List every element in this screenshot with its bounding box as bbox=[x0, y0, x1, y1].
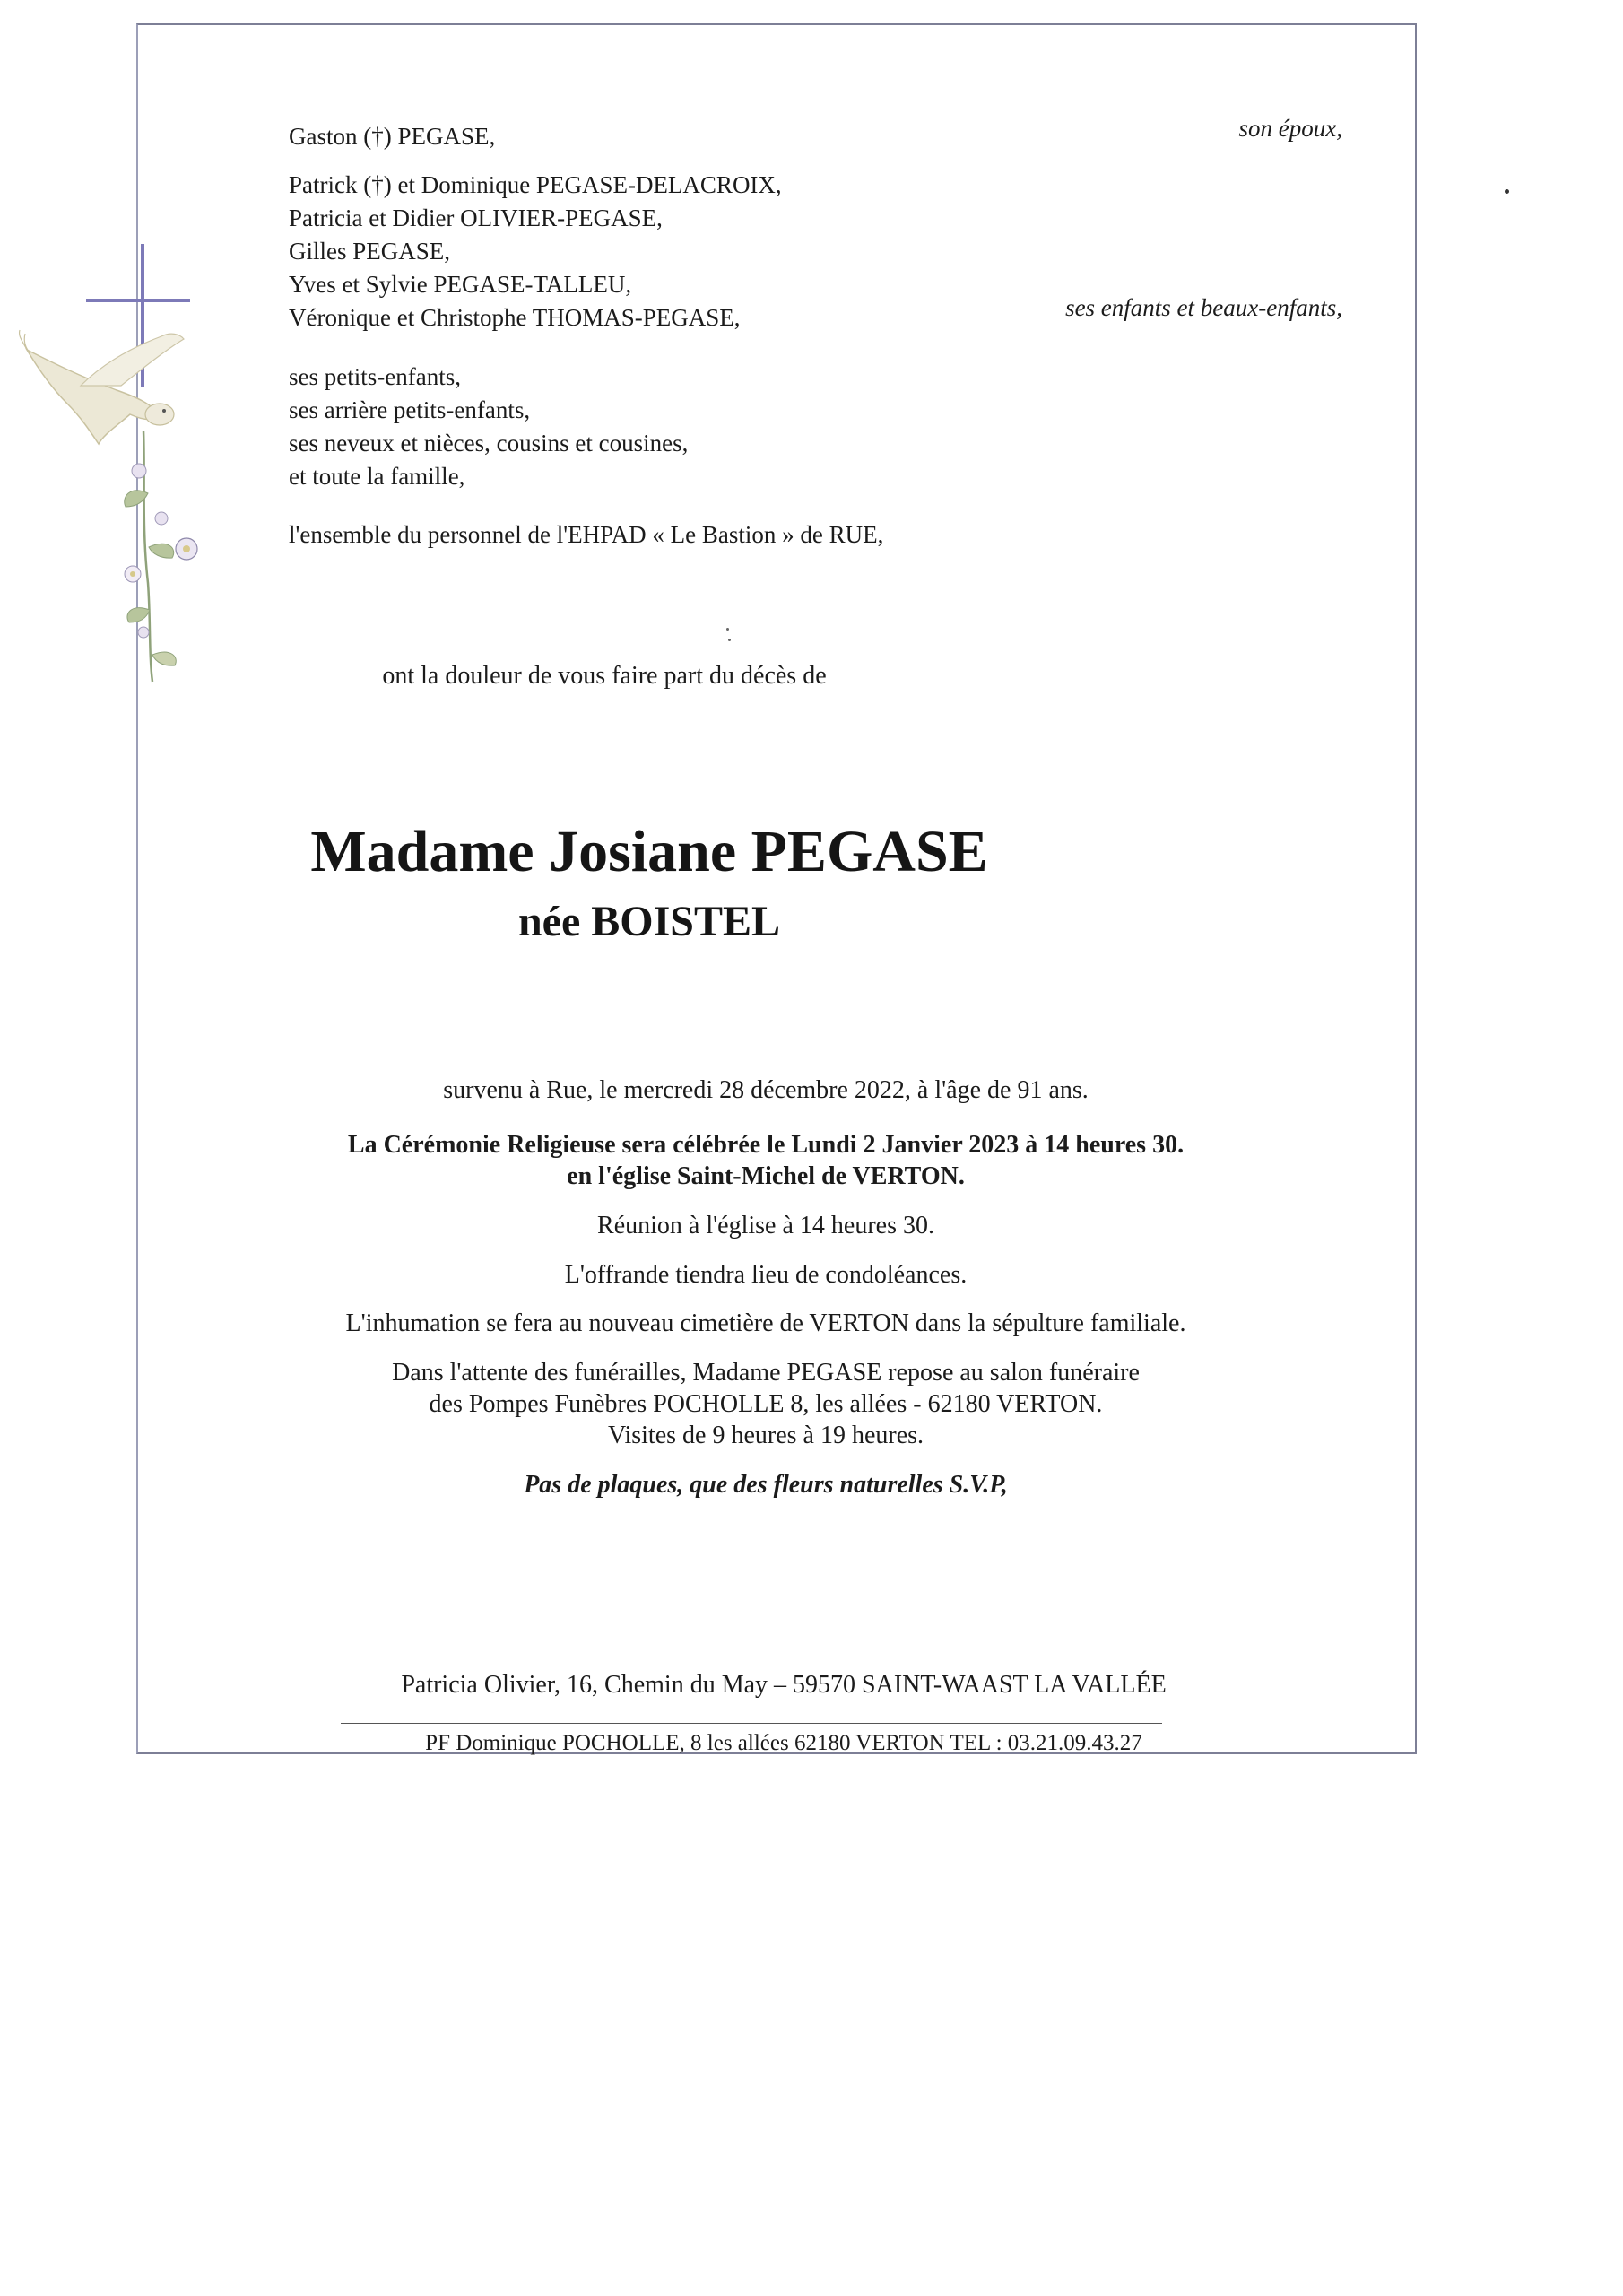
ceremony-line-1: La Cérémonie Religieuse sera célébrée le Lundi 2 Janvier 2023 à 14 heures 30. bbox=[347, 1131, 1185, 1159]
children-role: ses enfants et beaux-enfants, bbox=[1065, 294, 1342, 321]
announcement-line: ont la douleur de vous faire part du décès de bbox=[382, 662, 827, 690]
contact-address: Patricia Olivier, 16, Chemin du May – 59570 SAINT-WAAST LA VALLÉE bbox=[401, 1671, 1167, 1699]
children-list bbox=[289, 169, 782, 335]
list-item: Patrick (†) et Dominique PEGASE-DELACROIX, bbox=[289, 171, 782, 198]
list-item: ses neveux et nièces, cousins et cousines, bbox=[289, 430, 689, 457]
relatives-list bbox=[289, 361, 688, 493]
flowers-note: Pas de plaques, que des fleurs naturelles S.V.P, bbox=[524, 1471, 1008, 1499]
burial-line: L'inhumation se fera au nouveau cimetière de VERTON dans la sépulture familiale. bbox=[345, 1309, 1186, 1337]
footer-divider bbox=[341, 1723, 1162, 1724]
offering-line: L'offrande tiendra lieu de condoléances. bbox=[564, 1261, 968, 1289]
spouse-line: Gaston (†) PEGASE, bbox=[289, 123, 496, 150]
scan-speck bbox=[726, 628, 729, 631]
list-item: Gilles PEGASE, bbox=[289, 238, 451, 265]
list-item: Véronique et Christophe THOMAS-PEGASE, bbox=[289, 304, 741, 331]
list-item: ses arrière petits-enfants, bbox=[289, 396, 531, 423]
scan-speck bbox=[728, 639, 731, 641]
list-item: Yves et Sylvie PEGASE-TALLEU, bbox=[289, 271, 632, 298]
list-item: Patricia et Didier OLIVIER-PEGASE, bbox=[289, 204, 663, 231]
ceremony-line-2: en l'église Saint-Michel de VERTON. bbox=[567, 1162, 965, 1190]
cross-horizontal-bar bbox=[86, 299, 190, 302]
spouse-role: son époux, bbox=[1238, 115, 1342, 142]
scan-speck bbox=[1505, 189, 1509, 194]
death-line: survenu à Rue, le mercredi 28 décembre 2022, à l'âge de 91 ans. bbox=[443, 1076, 1089, 1104]
list-item: et toute la famille, bbox=[289, 463, 465, 490]
funeral-home-line: PF Dominique POCHOLLE, 8 les allées 62180 VERTON TEL : 03.21.09.43.27 bbox=[425, 1731, 1142, 1755]
staff-line: l'ensemble du personnel de l'EHPAD « Le Bastion » de RUE, bbox=[289, 521, 884, 548]
deceased-name: Madame Josiane PEGASE bbox=[310, 819, 988, 884]
rest-line-1: Dans l'attente des funérailles, Madame PEGASE repose au salon funéraire bbox=[392, 1359, 1140, 1387]
visits-line: Visites de 9 heures à 19 heures. bbox=[607, 1422, 924, 1449]
list-item: ses petits-enfants, bbox=[289, 363, 461, 390]
dove-flower-ornament-icon bbox=[18, 314, 242, 691]
deceased-maiden-name: née BOISTEL bbox=[517, 898, 781, 945]
rest-line-2: des Pompes Funèbres POCHOLLE 8, les allées - 62180 VERTON. bbox=[429, 1390, 1103, 1418]
meeting-line: Réunion à l'église à 14 heures 30. bbox=[597, 1212, 934, 1239]
